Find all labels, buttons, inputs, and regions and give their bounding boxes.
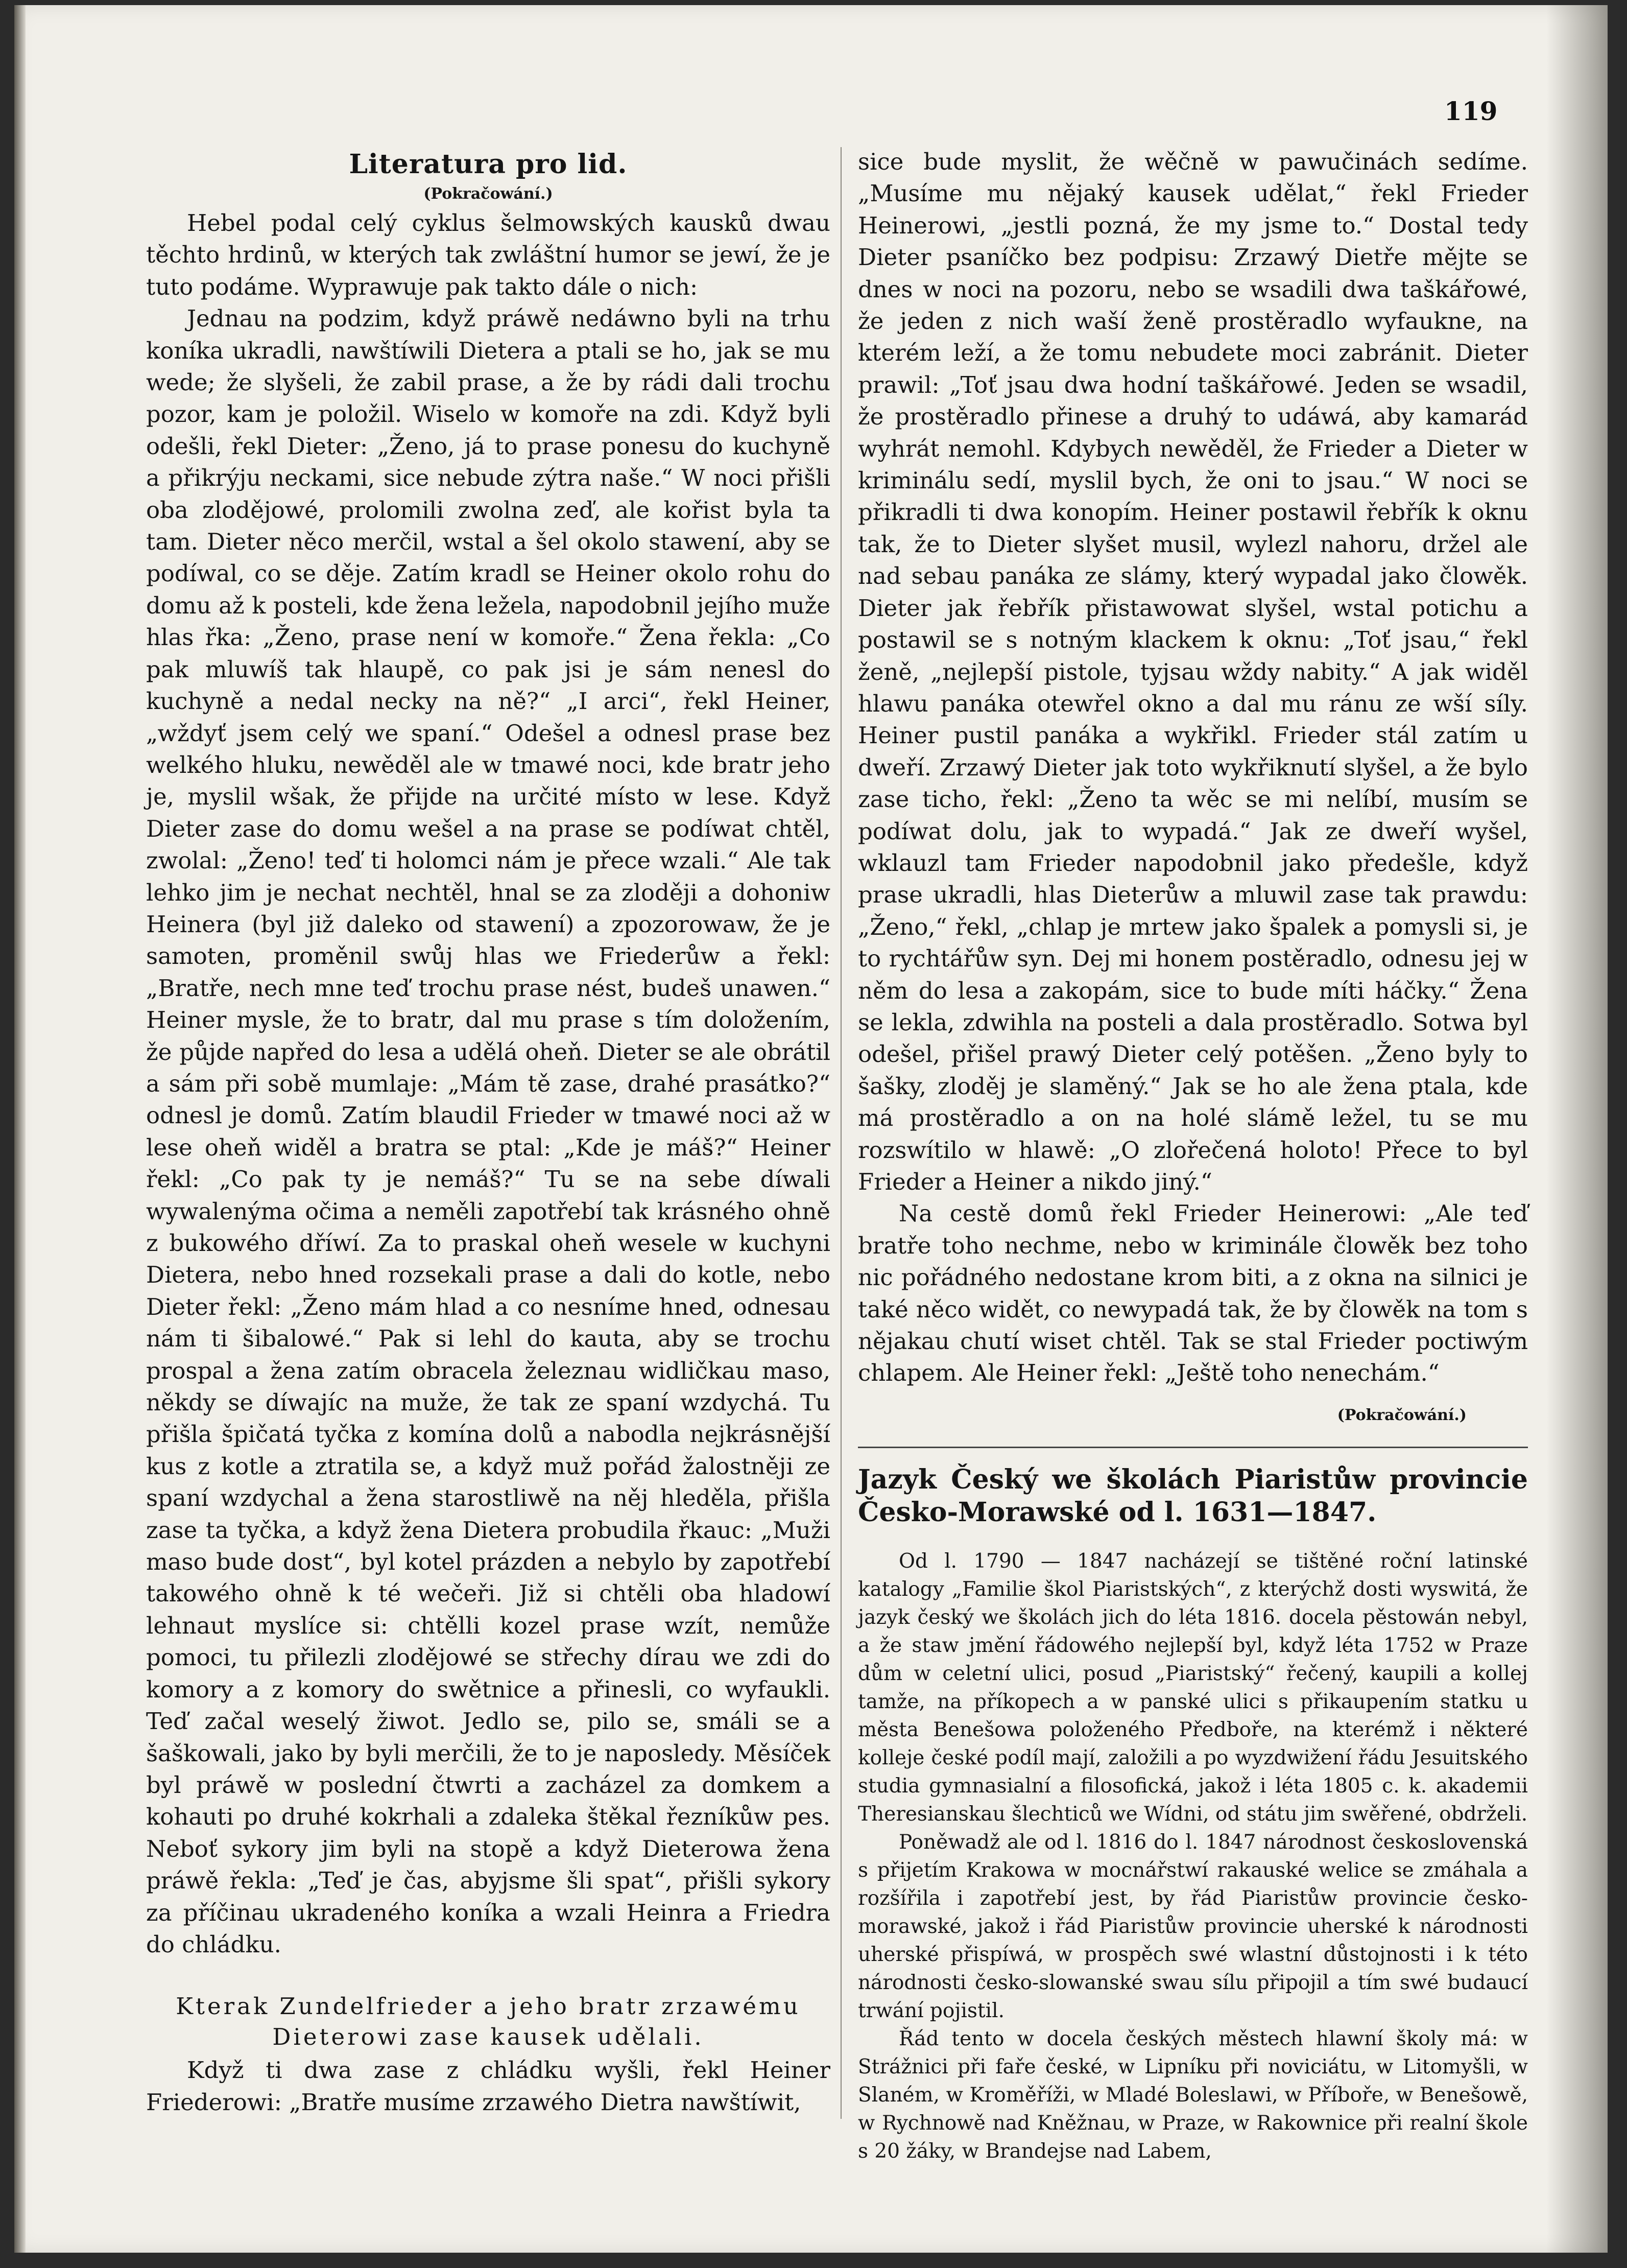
paragraph: Jednau na podzim, když práwě nedáwno byli na trhu koníka ukradli, nawštíwili Dietera a ptali se ho, jak se mu wede; že slyšeli, že zabil prase, a že by rádi dali trochu pozor, kam je položil. Wiselo w komoře na zdi. Když byli odešli, řekl Dieter: „Ženo, já to prase ponesu do kuchyně a přikrýju neckami, sice nebude zýtra naše.“ W noci přišli oba zlodějowé, prolomili zwolna zeď, ale kořist byla ta tam. Dieter něco merčil, wstal a šel okolo stawení, aby se podíwal, co se děje. Zatím kradl se Heiner okolo rohu do domu až k posteli, kde žena ležela, napodobnil jejího muže hlas řka: „Ženo, prase není w komoře.“ Žena řekla: „Co pak mluwíš tak hlaupě, co pak jsi je sám nenesl do kuchyně a nedal necky na ně?“ „I arci“, řekl Heiner, „wždyť jsem celý we spaní.“ Odešel a odnesl prase bez welkého hluku, newěděl ale w tmawé noci, kde bratr jeho je, myslil wšak, že přijde na určité místo w lese. Když Dieter zase do domu wešel a na prase se podíwat chtěl, zwolal: „Ženo! teď ti holomci nám je přece wzali.“ Ale tak lehko jim je nechat nechtěl, hnal se za zloději a dohoniw Heinera (byl již daleko od stawení) a zpozorowaw, že je samoten, proměnil swůj hlas we Friederůw a řekl: „Bratře, nech mne teď trochu prase nést, budeš unawen.“ Heiner mysle, že to bratr, dal mu prase s tím doložením, že půjde napřed do lesa a udělá oheň. Dieter se ale obrátil a sám při sobě mumlaje: „Mám tě zase, drahé prasátko?“ odnesl je domů. Zatím blaudil Frieder w tmawé noci až w lese oheň widěl a bratra se ptal: „Kde je máš?“ Heiner řekl: „Co pak ty je nemáš?“ Tu se na sebe díwali wywalenýma očima a neměli zapotřebí tak krásného ohně z bukowého dříwí. Za to praskal oheň wesele w kuchyni Dietera, nebo hned rozsekali prase a dali do kotle, nebo Dieter řekl: „Ženo mám hlad a co nesníme hned, odnesau nám ti šibalowé.“ Pak si lehl do kauta, aby se trochu prospal a žena zatím obracela železnau widličkau maso, někdy se díwajíc na muže, že tak ze spaní wzdychá. Tu přišla špičatá tyčka z komína dolů a nabodla nejkrásnější kus z kotle a ztratila se, a když muž pořád žalostněji ze spaní wzdychal a žena starostliwě na něj hleděla, přišla zase ta tyčka, a když žena Dietera probudila řkauc: „Muži maso bude dost“, byl kotel prázden a nebylo by zapotřebí takowého ohně k té wečeři. Již si chtěli oba hladowí lehnaut myslíce si: chtělli kozel prase wzít, nemůže pomoci, tu přilezli zlodějowé se střechy dírau we zdi do komory a z komory do swětnice a přinesli, co wyfaukli. Teď začal weselý žiwot. Jedlo se, pilo se, smáli se a šaškowali, jako by byli merčili, že to je naposledy. Měsíček byl práwě w poslední čtwrti a zacházel za domkem a kohauti po druhé kokrhali a zdaleka štěkal řezníkůw pes. Neboť sykory jim byli na stopě a když Dieterowa žena práwě řekla: „Teď je čas, abyjsme šli spat“, přišli sykory za příčinau ukradeného koníka a wzali Heinra a Friedra do chládku. — [146, 305, 830, 1958]
continued-note: (Pokračowání.) — [423, 185, 553, 203]
paragraph: Hebel podal celý cyklus šelmowských kausků dwau těchto hrdinů, w kterých tak zwláštní humor se jewí, že je tuto podáme. Wyprawuje pak takto dále o nich: — [146, 209, 830, 300]
page-edge-shadow — [1546, 5, 1608, 2253]
section-divider — [858, 1447, 1528, 1448]
paragraph: Když ti dwa zase z chládku wyšli, řekl Heiner Friederowi: „Bratře musíme zrzawého Dietra nawštíwit, — [146, 2057, 830, 2116]
article-heading: Literatura pro lid. — [349, 149, 628, 180]
small-print-block — [858, 1547, 1528, 2165]
page-number: 119 — [1444, 96, 1498, 126]
book-spine-shadow — [14, 5, 26, 2253]
column-divider — [841, 147, 842, 2119]
left-column — [146, 143, 830, 2118]
paragraph: Poněwadž ale od l. 1816 do l. 1847 národnost československá s přijetím Krakowa w mocnářstwí rakauské welice se zmáhala a rozšířila i zapotřebí jest, by řád Piaristůw provincie česko-morawské, jakož i řád Piaristůw provincie uherské k národnosti uherské přispíwá, w prospěch swé wlastní důstojnosti i k této národnosti česko-slowanské swau sílu připojil a tím swé budaucí trwání pojistil. — [858, 1831, 1528, 2023]
right-column — [858, 146, 1528, 2165]
page-sheet — [14, 5, 1608, 2253]
paragraph: Od l. 1790 — 1847 nacházejí se tištěné roční latinské katalogy „Familie škol Piaristských“, z kterýchž dosti wyswitá, že jazyk český we školách jich do léta 1816. docela pěstowán nebyl, a že staw jmění řádowého nejlepší byl, když léta 1752 w Praze dům w celetní ulici, posud „Piaristský“ řečený, kaupili a kollej tamže, na příkopech a w panské ulici s přikaupením statku u města Benešowa položeného Předboře, na kterémž i některé kolleje české podíl mají, založili a po wyzdwižení řádu Jesuitského studia gymnasialní a filosofická, jakož i léta 1805 c. k. akademii Theresianskau šlechticů we Wídni, od státu jim swěřené, obdrželi. — [858, 1550, 1528, 1826]
section-title: Kterak Zundelfrieder a jeho bratr zrzawému Dieterowi zase kausek udělali. — [176, 1993, 801, 2051]
paragraph: Na cestě domů řekl Frieder Heinerowi: „Ale teď bratře toho nechme, nebo w kriminále člowěk bez toho nic pořádného nedostane krom biti, a z okna na silnici je také něco widět, co newypadá tak, že by člowěk na tom s nějakau chutí wiset chtěl. Tak se stal Frieder poctiwým chlapem. Ale Heiner řekl: „Ještě toho nenechám.“ — [858, 1200, 1528, 1387]
continued-note: (Pokračowání.) — [1337, 1406, 1467, 1424]
paragraph: sice bude myslit, že wěčně w pawučinách sedíme. „Musíme mu nějaký kausek udělat,“ řekl Frieder Heinerowi, „jestli pozná, že my jsme to.“ Dostal tedy Dieter psaníčko bez podpisu: Zrzawý Dietře mějte se dnes w noci na pozoru, nebo se wsadili dwa taškářowé, že jeden z nich waší ženě prostěradlo wyfaukne, na kterém leží, a že tomu nebudete moci zabránit. Dieter prawil: „Toť jsau dwa hodní taškářowé. Jeden se wsadil, že prostěradlo přinese a druhý to udáwá, aby kamarád wyhrát nemohl. Kdybych newěděl, že Frieder a Dieter w kriminálu sedí, myslil bych, že oni to jsau.“ W noci se přikradli ti dwa konopím. Heiner postawil řebřík k oknu tak, že to Dieter slyšet musil, wylezl nahoru, držel ale nad sebau panáka ze slámy, který wypadal jako člowěk. Dieter jak řebřík přistawowat slyšel, wstal potichu a postawil se s notným klackem k oknu: „Toť jsau,“ řekl ženě, „nejlepší pistole, tyjsau wždy nabity.“ A jak widěl hlawu panáka otewřel okno a dal mu ránu ze wší síly. Heiner pustil panáka a wykřikl. Frieder stál zatím u dweří. Zrzawý Dieter jak toto wykřiknutí slyšel, a že bylo zase ticho, řekl: „Ženo ta wěc se mi nelíbí, musím se podíwat dolu, jak to wypadá.“ Jak ze dweří wyšel, wklauzl tam Frieder napodobnil jako předešle, když prase ukradli, hlas Dieterůw a mluwil zase tak prawdu: „Ženo,“ řekl, „chlap je mrtew jako špalek a pomysli si, je to rychtářůw syn. Dej mi honem postěradlo, odnesu jej w něm do lesa a zakopám, sice to bude míti háčky.“ Žena se lekla, zdwihla na posteli a dala prostěradlo. Sotwa byl odešel, přišel prawý Dieter celý potěšen. „Ženo byly to šašky, zloděj je slaměný.“ Jak se ho ale žena ptala, kde má prostěradlo a on na holé slámě ležel, tu se mu rozswítilo w hlawě: „O zlořečená holoto! Přece to byl Frieder a Heiner a nikdo jiný.“ — [858, 148, 1528, 1195]
paragraph: Řád tento w docela českých městech hlawní školy má: w Strážnici při faře české, w Lipníku při noviciátu, w Litomyšli, w Slaném, w Kroměříži, w Mladé Boleslawi, w Příboře, w Benešowě, w Rychnowě nad Kněžnau, w Praze, w Rakownice při realní škole s 20 žáky, w Brandejse nad Labem, — [858, 2027, 1528, 2163]
article-heading-2: Jazyk Český we školách Piaristůw provincie Česko-Morawské od l. 1631—1847. — [858, 1464, 1528, 1528]
